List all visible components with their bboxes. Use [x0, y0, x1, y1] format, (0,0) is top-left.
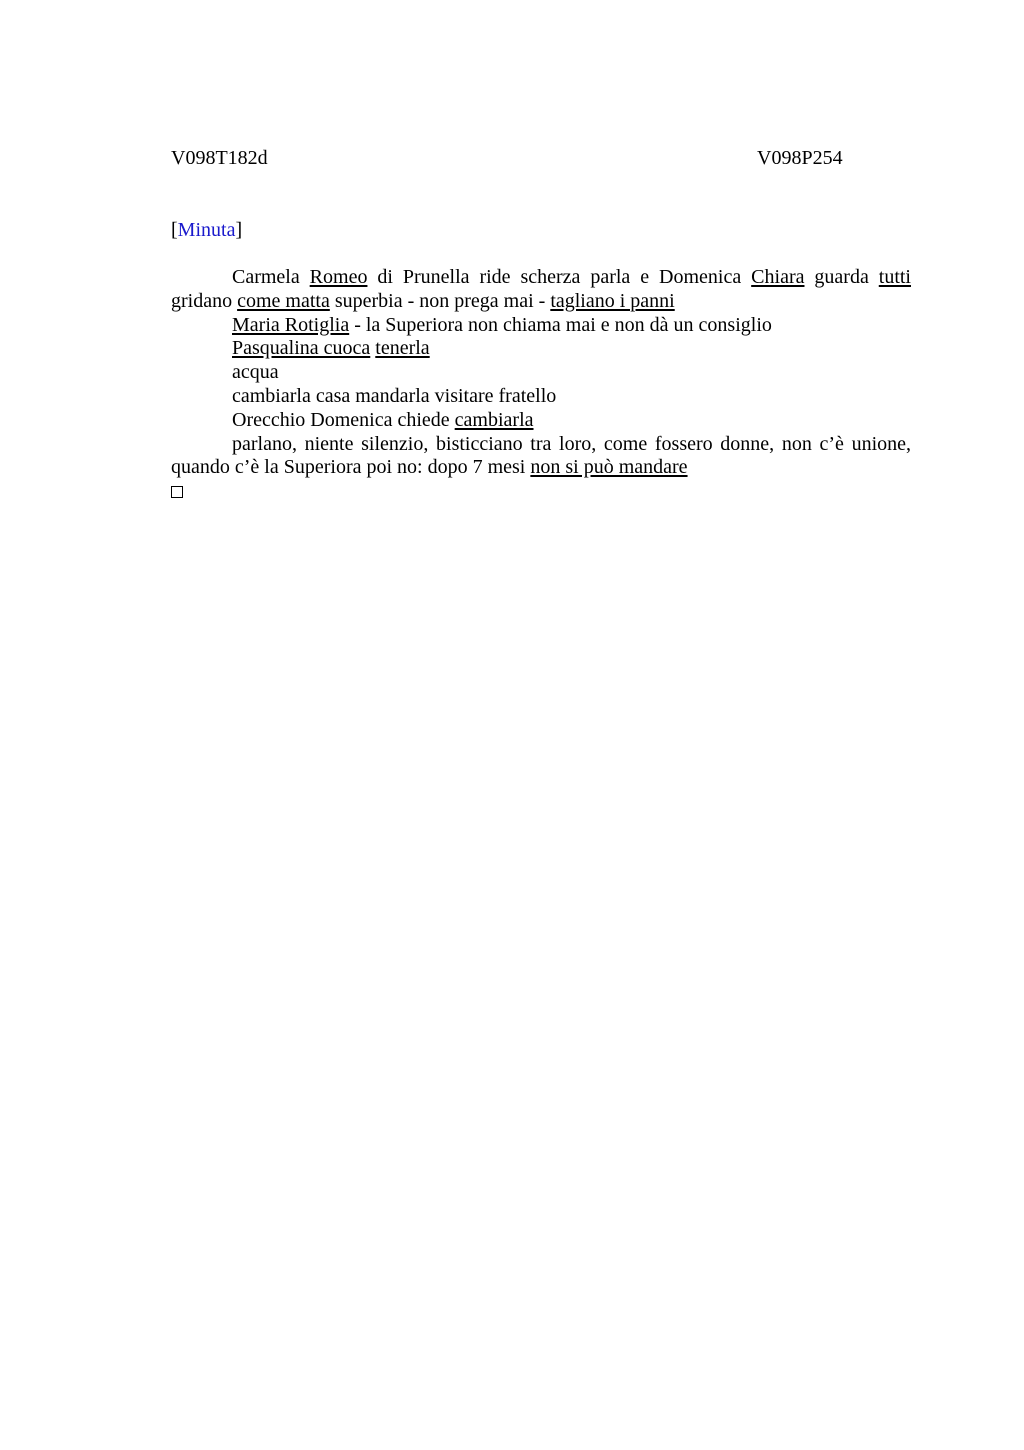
text-run: acqua — [232, 361, 279, 384]
paragraph-7 — [171, 433, 911, 481]
text-run: guarda — [804, 266, 879, 288]
transcription-body — [171, 266, 911, 498]
paragraph-2 — [171, 314, 911, 338]
section-label — [171, 218, 242, 242]
text-run: cambiarla casa mandarla visitare fratello — [232, 384, 557, 407]
text-run: Orecchio Domenica chiede — [232, 408, 455, 431]
text-run: - la Superiora non chiama mai e non dà un consiglio — [349, 313, 772, 336]
underlined-run: tagliano i panni — [550, 289, 675, 312]
text-run: superbia - non prega mai - — [329, 289, 551, 312]
document-id-right: V098P254 — [757, 147, 843, 169]
text-run: Carmela — [232, 266, 310, 288]
underlined-run: Chiara — [751, 266, 805, 288]
text-run: gridano — [171, 289, 238, 312]
paragraph-4 — [171, 361, 911, 385]
paragraph-6 — [171, 409, 911, 433]
paragraph-5 — [171, 385, 911, 409]
close-bracket: ] — [235, 219, 243, 241]
underlined-run: Pasqualina cuoca — [232, 337, 371, 360]
underlined-run: Maria Rotiglia — [232, 313, 350, 336]
underlined-run: non si può mandare — [530, 456, 688, 479]
underlined-run: tutti — [878, 266, 911, 288]
paragraph-1 — [171, 266, 911, 314]
underlined-run: come matta — [237, 289, 330, 312]
underlined-run: tenerla — [375, 337, 430, 360]
paragraph-3 — [171, 337, 911, 361]
empty-square-icon — [171, 486, 183, 498]
open-bracket: [ — [171, 219, 178, 241]
text-run: di Prunella ride scherza parla e Domenica — [367, 266, 752, 288]
minuta-link[interactable]: Minuta — [177, 219, 236, 241]
underlined-run: Romeo — [309, 266, 368, 288]
underlined-run: cambiarla — [454, 408, 534, 431]
text-run: parlano, niente silenzio, bisticciano tra loro, come fossero donne, non c’è unione, quando c’è la Superiora poi no: dopo 7 mesi — [171, 432, 911, 479]
document-id-left: V098T182d — [171, 147, 268, 169]
